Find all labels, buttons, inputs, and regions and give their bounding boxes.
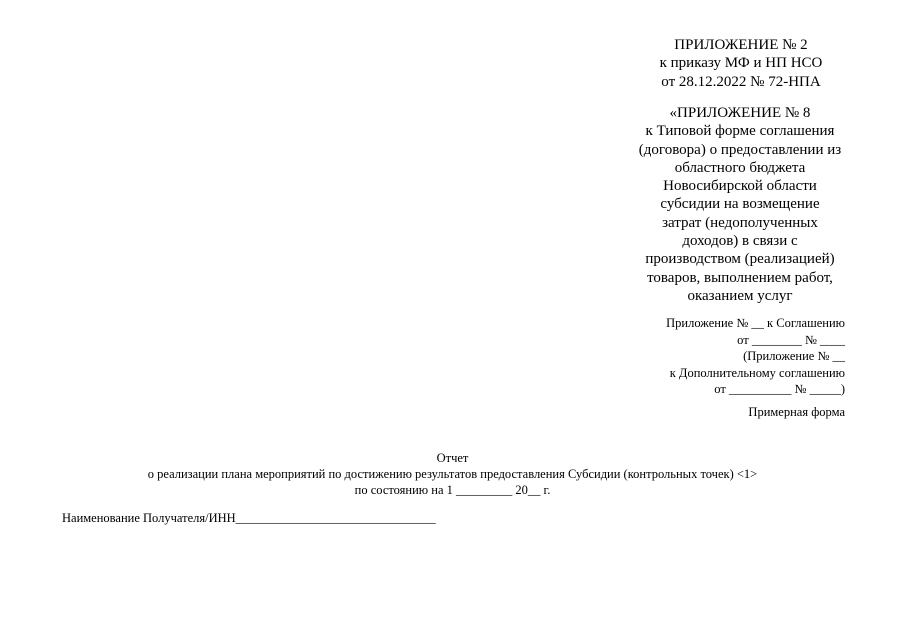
supplementary-date-number: от __________ № _____) (714, 382, 845, 396)
agreement-appendix-ref: Приложение № __ к Соглашению (666, 316, 845, 330)
report-subtitle: о реализации плана мероприятий по достижению результатов предоставления Субсидии (контрольных точек) <1> (147, 467, 758, 481)
appendix-8-line: производством (реализацией) (645, 251, 835, 268)
appendix-2-title: ПРИЛОЖЕНИЕ № 2 (674, 37, 808, 53)
sample-form-label (645, 404, 845, 421)
agreement-date-number: от ________ № ____ (737, 332, 845, 347)
appendix-8-line: областного бюджета (674, 159, 806, 176)
report-title: Отчет (436, 451, 469, 465)
appendix-8-line: (договора) о предоставлении из (638, 141, 842, 158)
appendix-8-line: субсидии на возмещение (660, 196, 820, 213)
appendix-8-line: доходов) в связи с (682, 233, 798, 250)
appendix-8-line: Новосибирской области (663, 178, 817, 195)
appendix-8-line: товаров, выполнением работ, (647, 269, 833, 286)
appendix-2-header (630, 36, 852, 91)
appendix-8-line: затрат (недополученных (662, 214, 818, 231)
appendix-8-line: к Типовой форме соглашения (645, 123, 835, 140)
appendix-2-order-date: от 28.12.2022 № 72-НПА (661, 73, 821, 90)
sample-form-text: Примерная форма (748, 405, 845, 419)
appendix-8-header (620, 104, 860, 305)
recipient-name-inn: Наименование Получателя/ИНН________________________________ (62, 511, 436, 525)
supplementary-agreement-ref: к Дополнительному соглашению (669, 365, 845, 380)
appendix-2-order-ref: к приказу МФ и НП НСО (659, 55, 823, 72)
report-heading (0, 450, 905, 498)
agreement-references (585, 315, 845, 398)
supplementary-appendix-ref: (Приложение № __ (743, 349, 845, 363)
appendix-8-title: «ПРИЛОЖЕНИЕ № 8 (669, 105, 811, 121)
report-date-line: по состоянию на 1 _________ 20__ г. (354, 483, 551, 497)
appendix-8-line: оказанием услуг (687, 287, 793, 304)
